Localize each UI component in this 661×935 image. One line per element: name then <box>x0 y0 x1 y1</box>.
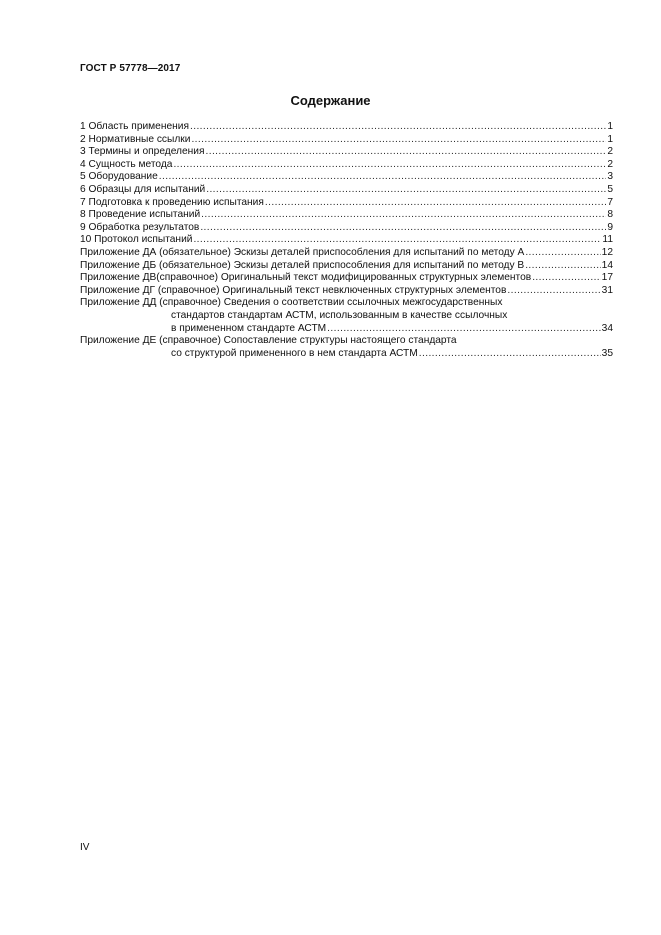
toc-entry[interactable] <box>80 234 613 247</box>
toc-entry-label: Приложение ДВ(справочное) Оригинальный текст модифицированных структурных элементов <box>80 272 532 284</box>
toc-entry-page: 35 <box>601 347 613 359</box>
toc-entry[interactable] <box>80 134 613 147</box>
toc-entry-label-continuation: со структурой примененного в нем стандарта АСТМ <box>171 347 418 359</box>
toc-entry-label-continuation: в примененном стандарте АСТМ <box>171 322 327 334</box>
toc-entry-appendix-dd[interactable] <box>80 297 613 335</box>
toc-entry-page: 2 <box>607 158 613 170</box>
page-title: Содержание <box>290 93 371 108</box>
leader-dots <box>200 222 606 235</box>
toc-entry-label: 2 Нормативные ссылки <box>80 133 191 145</box>
toc-entry-label: Приложение ДЕ (справочное) Сопоставление структуры настоящего стандарта <box>80 335 457 347</box>
leader-dots <box>525 260 600 273</box>
leader-dots <box>201 209 606 222</box>
toc-entry-page: 8 <box>607 209 613 221</box>
toc-entry-label: Приложение ДГ (справочное) Оригинальный текст невключенных структурных элементов <box>80 284 507 296</box>
toc-entry-label: Приложение ДД (справочное) Сведения о соответствии ссылочных межгосударственных <box>80 297 503 309</box>
toc-entry[interactable] <box>80 197 613 210</box>
table-of-contents <box>80 121 613 360</box>
toc-entry-page: 1 <box>607 121 613 132</box>
toc-entry-label: 7 Подготовка к проведению испытания <box>80 196 264 208</box>
toc-entry-label: 9 Обработка результатов <box>80 221 200 233</box>
toc-entry[interactable] <box>80 222 613 235</box>
toc-entry-last-line <box>80 348 613 361</box>
toc-entry-page: 7 <box>607 196 613 208</box>
leader-dots <box>190 121 606 134</box>
leader-dots <box>525 247 600 260</box>
toc-entry-appendix[interactable] <box>80 247 613 260</box>
toc-entry-page: 12 <box>601 246 613 258</box>
toc-entry-label: Приложение ДА (обязательное) Эскизы деталей приспособления для испытаний по методу А <box>80 246 525 258</box>
leader-dots <box>532 272 600 285</box>
leader-dots <box>327 323 600 336</box>
toc-entry[interactable] <box>80 209 613 222</box>
toc-entry-page: 5 <box>607 183 613 195</box>
leader-dots <box>419 348 601 361</box>
toc-entry-label: 6 Образцы для испытаний <box>80 183 206 195</box>
toc-entry[interactable] <box>80 159 613 172</box>
toc-entry-page: 31 <box>601 284 613 296</box>
toc-entry-label: Приложение ДБ (обязательное) Эскизы деталей приспособления для испытаний по методу В <box>80 259 525 271</box>
leader-dots <box>507 285 600 298</box>
toc-entry-appendix-de[interactable] <box>80 335 613 360</box>
leader-dots <box>206 184 606 197</box>
toc-entry-page: 14 <box>601 259 613 271</box>
toc-entry-label: 10 Протокол испытаний <box>80 234 193 246</box>
toc-entry-page: 9 <box>607 221 613 233</box>
leader-dots <box>191 134 606 147</box>
toc-entry[interactable] <box>80 146 613 159</box>
leader-dots <box>159 171 607 184</box>
toc-entry[interactable] <box>80 184 613 197</box>
toc-entry-appendix[interactable] <box>80 272 613 285</box>
toc-entry-label: 4 Сущность метода <box>80 158 173 170</box>
toc-entry-last-line <box>80 323 613 336</box>
leader-dots <box>205 146 606 159</box>
toc-entry-page: 17 <box>601 272 613 284</box>
toc-entry-page: 3 <box>607 171 613 183</box>
toc-entry-label: 8 Проведение испытаний <box>80 209 201 221</box>
toc-entry[interactable] <box>80 121 613 134</box>
toc-entry-page: 2 <box>607 146 613 158</box>
leader-dots <box>265 197 606 210</box>
toc-entry-page: 11 <box>602 234 613 246</box>
leader-dots <box>173 159 606 172</box>
toc-entry[interactable] <box>80 171 613 184</box>
toc-entry-label: 5 Оборудование <box>80 171 158 183</box>
leader-dots <box>193 234 601 247</box>
toc-entry-page: 34 <box>601 322 613 334</box>
page-number: IV <box>80 842 90 853</box>
standard-designation: ГОСТ Р 57778—2017 <box>80 63 181 74</box>
toc-entry-appendix[interactable] <box>80 285 613 298</box>
toc-entry-label-continuation: стандартов стандартам АСТМ, использованным в качестве ссылочных <box>171 309 508 321</box>
toc-entry-appendix[interactable] <box>80 260 613 273</box>
toc-entry-label: 1 Область применения <box>80 121 189 132</box>
toc-entry-page: 1 <box>607 133 613 145</box>
toc-entry-label: 3 Термины и определения <box>80 146 205 158</box>
